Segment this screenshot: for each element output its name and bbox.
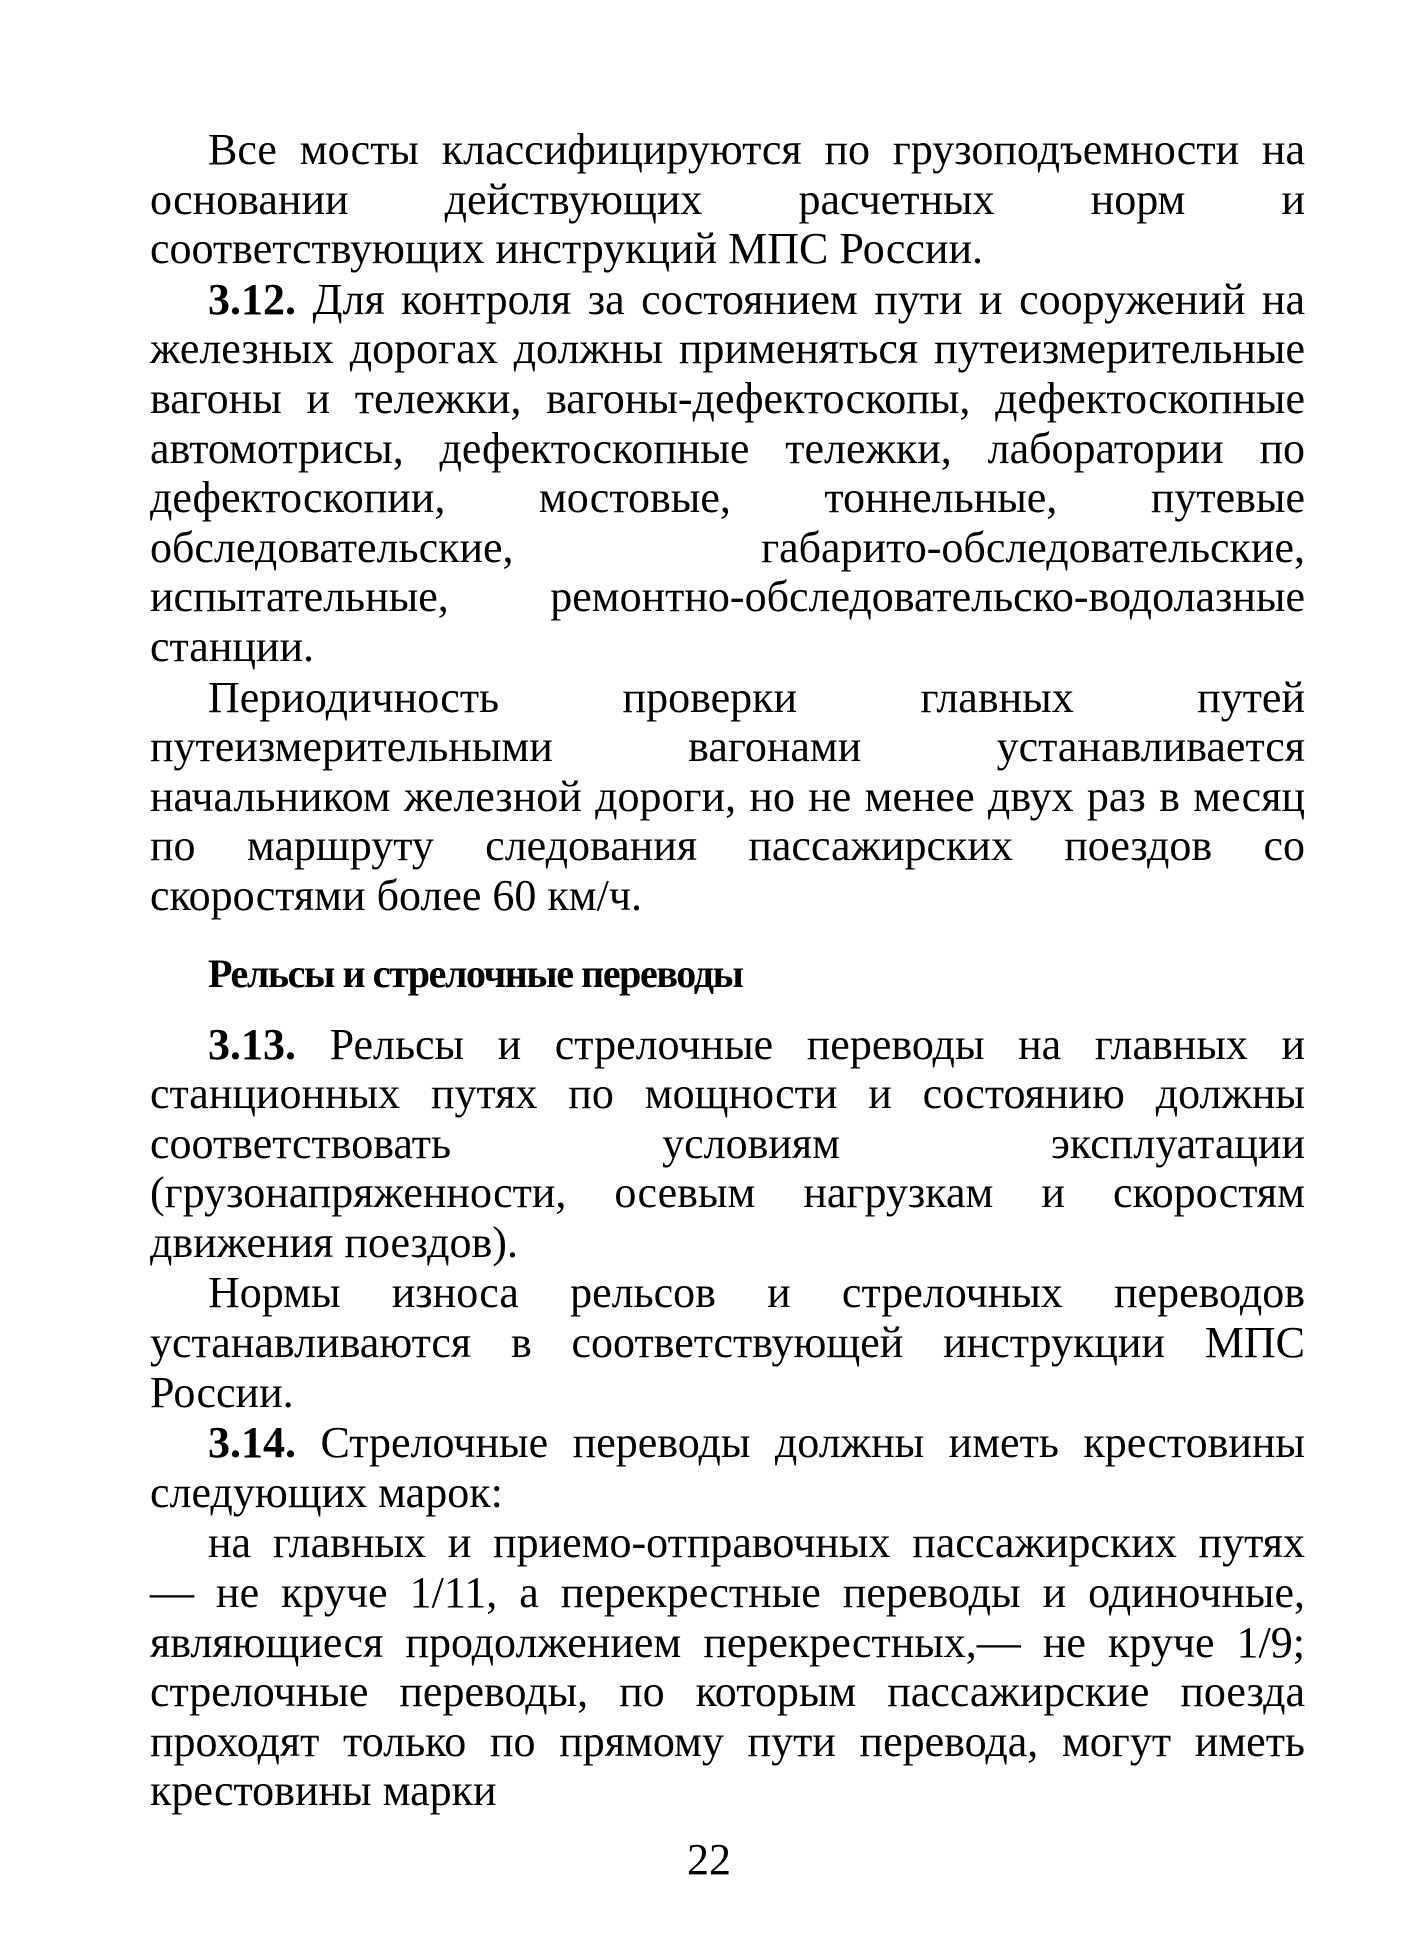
- paragraph-bridges: [150, 125, 1305, 274]
- page-number: 22: [687, 1835, 731, 1884]
- paragraph-text: Нормы износа рельсов и стрелочных переводов устанавливаются в соответствующей инструкции МПС России.: [150, 1268, 1305, 1417]
- paragraph-3-12: [150, 275, 1305, 672]
- paragraph-text: на главных и приемо-отправочных пассажирских путях — не круче 1/11, а перекрестные переводы и одиночные, являющиеся продолжением перекрестных,— не круче 1/9; стрелочные переводы, по которым пассажирские поезда проходят только по прямому пути перевода, могут иметь крестовины марки: [150, 1518, 1305, 1816]
- section-number: 3.13.: [208, 1019, 296, 1069]
- paragraph-text: Рельсы и стрелочные переводы на главных и станционных путях по мощности и состоянию должны соответствовать условиям эксплуатации (грузонапряженности, осевым нагрузкам и скоростям движения поездов).: [150, 1019, 1305, 1267]
- paragraph-text: Все мосты классифицируются по грузоподъемности на основании действующих расчетных норм и соответствующих инструкций МПС России.: [150, 125, 1305, 274]
- paragraph-wear-norms: [150, 1268, 1305, 1417]
- body-text: [150, 125, 1305, 1816]
- paragraph-text: Периодичность проверки главных путей путеизмерительными вагонами устанавливается начальником железной дороги, но не менее двух раз в месяц по маршруту следования пассажирских поездов со скоростями более 60 км/ч.: [150, 672, 1305, 920]
- paragraph-text: Стрелочные переводы должны иметь крестовины следующих марок:: [150, 1418, 1305, 1517]
- paragraph-main-tracks: [150, 1518, 1305, 1816]
- paragraph-3-14: [150, 1418, 1305, 1517]
- paragraph-periodicity: [150, 673, 1305, 921]
- section-heading: Рельсы и стрелочные переводы: [208, 950, 743, 996]
- paragraph-3-13: [150, 1020, 1305, 1268]
- paragraph-text: Для контроля за состоянием пути и сооружений на железных дорогах должны применяться путеизмерительные вагоны и тележки, вагоны-дефектоскопы, дефектоскопные автомотрисы, дефектоскопные тележки, лаборатории по дефектоскопии, мостовые, тоннельные, путевые обследовательские, габарито-обследовательские, испытательные, ремонтно-обследовательско-водолазные станции.: [150, 274, 1305, 671]
- section-number: 3.12.: [208, 274, 296, 324]
- section-number: 3.14.: [208, 1418, 296, 1468]
